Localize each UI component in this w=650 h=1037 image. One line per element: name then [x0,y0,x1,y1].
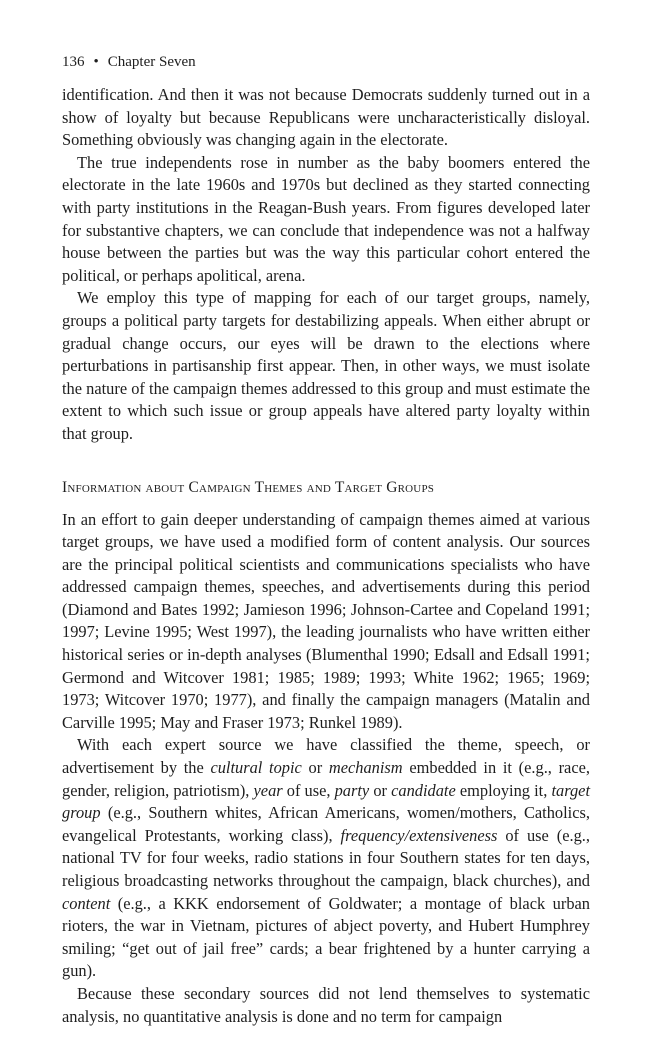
running-head [62,52,590,72]
italic-term-target-group: target group [62,780,590,823]
paragraph-1: identification. And then it was not because Democrats suddenly turned out in a show of loyalty but because Republicans were uncharacteristically disloyal. Something obviously was changing again in the electorate. [62,85,590,150]
text-run: With each expert source we have classified the theme, speech, or advertisement by the [62,735,590,778]
book-page [62,52,590,1028]
chapter-title: Chapter Seven [107,54,196,70]
header-separator: • [93,54,99,70]
italic-term-cultural-topic: cultural topic [210,758,302,778]
text-run: of use, [282,780,335,800]
paragraph-3: We employ this type of mapping for each of our target groups, namely, groups a political party targets for destabilizing appeals. When either abrupt or gradual change occurs, our eyes will be drawn to the elections where perturbations in partisanship first appear. Then, in other ways, we must isolate the nature of the campaign themes addressed to this group and must estimate the extent to which such issue or group appeals have altered party loyalty within that group. [62,288,590,443]
paragraph-6: Because these secondary sources did not lend themselves to systematic analysis, no quantitative analysis is done and no term for campaign [62,983,590,1026]
text-run: embedded in it (e.g., race, gender, religion, patriotism), [62,758,590,800]
text-run: (e.g., a KKK endorsement of Goldwater; a montage of black urban rioters, the war in Vietnam, pictures of abject poverty, and Hubert Humphrey smiling; “get out of jail free” cards; a bear frightened by a hunter carrying a gun). [62,893,590,981]
text-run: or [301,758,329,778]
paragraph-2: The true independents rose in number as the baby boomers entered the electorate in the late 1960s and 1970s but declined as they started connecting with party institutions in the Reagan-Bush years. From figures developed later for substantive chapters, we can conclude that independence was not a halfway house between the parties but was the way this particular cohort entered the political, or perhaps apolitical, arena. [62,152,590,285]
text-run: (e.g., Southern whites, African Americans, women/mothers, Catholics, evangelical Protestants, working class), [62,803,590,845]
text-run: of use (e.g., national TV for four weeks, radio stations in four Southern states for ten days, religious broadcasting networks throughout the campaign, black churches), and [62,825,590,890]
italic-term-mechanism: mechanism [328,758,403,778]
italic-term-party: party [334,780,370,800]
italic-term-frequency: frequency/extensiveness [340,825,498,845]
italic-term-candidate: candidate [391,780,456,800]
italic-term-year: year [253,780,283,800]
paragraph-4: In an effort to gain deeper understanding of campaign themes aimed at various target groups, we have used a modified form of content analysis. Our sources are the principal political scientists and communications specialists who have addressed campaign themes, speeches, and advertisements during this period (Diamond and Bates 1992; Jamieson 1996; Johnson-Cartee and Copeland 1991; 1997; Levine 1995; West 1997), the leading journalists who have written either historical series or in-depth analyses (Blumenthal 1990; Edsall and Edsall 1991; Germond and Witcover 1981; 1985; 1989; 1993; White 1962; 1965; 1969; 1973; Witcover 1970; 1977), and finally the campaign managers (Matalin and Carville 1995; May and Fraser 1973; Runkel 1989). [62,509,590,732]
italic-term-content: content [62,893,111,913]
page-number: 136 [62,54,85,70]
text-run: or [369,780,392,800]
paragraph-5 [62,734,590,983]
section-heading: Information about Campaign Themes and Target Groups [62,478,435,496]
text-run: employing it, [455,780,552,800]
